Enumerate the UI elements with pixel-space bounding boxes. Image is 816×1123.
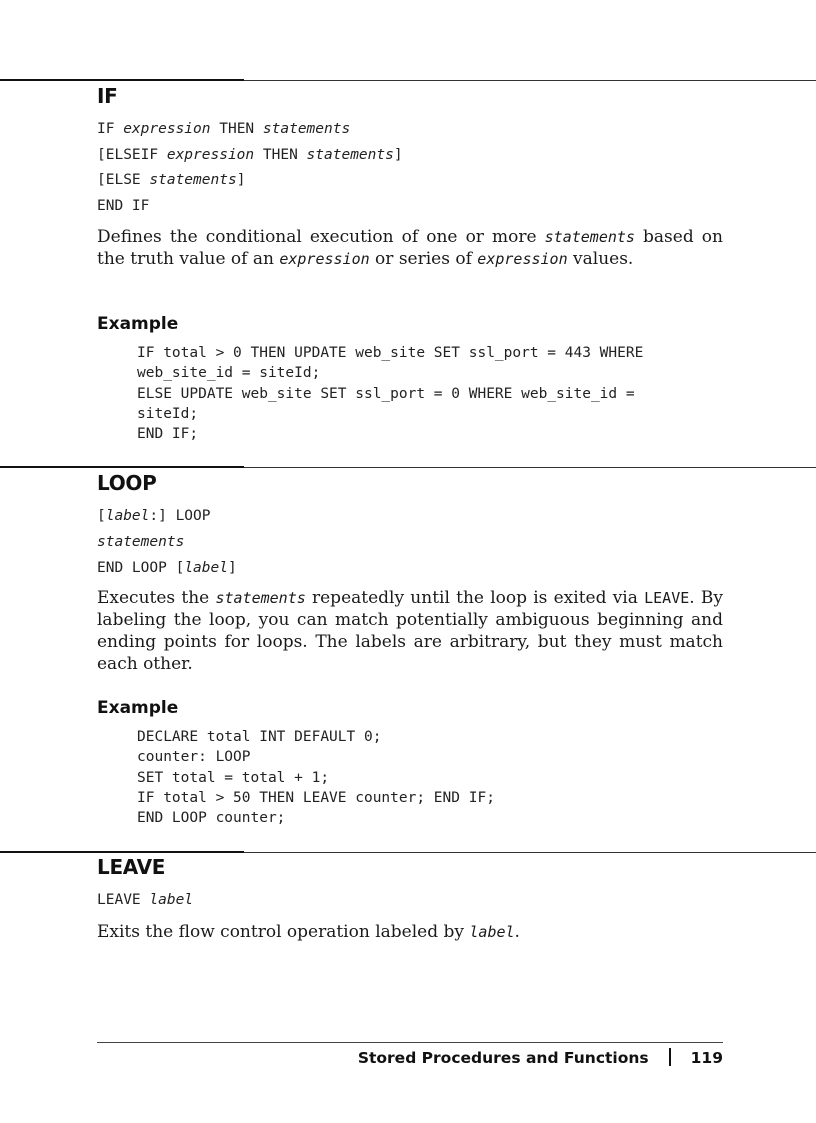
code-line: SET total = total + 1; <box>137 769 330 786</box>
if-syntax-line-1: IF expression THEN statements <box>97 121 351 137</box>
code-line: counter: LOOP <box>137 749 251 766</box>
loop-syntax-line-1: [label:] LOOP <box>97 508 211 524</box>
section-rule-accent <box>0 466 244 468</box>
code-line: DECLARE total INT DEFAULT 0; <box>137 729 382 745</box>
code-line: web_site_id = siteId; <box>137 365 321 382</box>
if-example-heading: Example <box>97 314 179 334</box>
section-title-if: IF <box>97 84 118 108</box>
code-line: IF total > 0 THEN UPDATE web_site SET ssl_port = 443 WHERE <box>137 345 644 361</box>
section-title-leave: LEAVE <box>97 855 166 879</box>
if-syntax-line-3: [ELSE statements] <box>97 172 246 188</box>
loop-syntax-line-2: statements <box>97 534 185 550</box>
page-number: 119 <box>690 1049 723 1067</box>
loop-syntax-line-3: END LOOP [label] <box>97 560 237 576</box>
code-line: ELSE UPDATE web_site SET ssl_port = 0 WHERE web_site_id = <box>137 385 635 402</box>
code-line: IF total > 50 THEN LEAVE counter; END IF; <box>137 789 495 806</box>
if-description: Defines the conditional execution of one or more statements based on the truth value of an expression or series of expression values. <box>97 227 723 269</box>
code-line: siteId; <box>137 405 199 422</box>
footer-rule <box>97 1042 723 1043</box>
section-title-loop: LOOP <box>97 471 157 495</box>
code-line: END IF; <box>137 426 199 443</box>
if-syntax-line-4: END IF <box>97 198 150 214</box>
code-line: END LOOP counter; <box>137 810 286 827</box>
section-rule-accent <box>0 851 244 853</box>
section-rule-accent <box>0 79 244 81</box>
footer-separator <box>669 1048 671 1066</box>
leave-description: Exits the flow control operation labeled by label. <box>97 922 520 942</box>
leave-syntax-line: LEAVE label <box>97 892 194 908</box>
loop-example-heading: Example <box>97 698 179 718</box>
loop-description: Executes the statements repeatedly until the loop is exited via LEAVE. By labeling the loop, you can match potentially ambiguous beginning and ending points for loops. The labels are arbitrary, but they must match each other. <box>97 588 723 674</box>
if-syntax-line-2: [ELSEIF expression THEN statements] <box>97 147 403 163</box>
footer-title: Stored Procedures and Functions <box>357 1049 649 1067</box>
page-footer <box>358 1048 723 1067</box>
if-example-code <box>137 343 643 444</box>
loop-example-code <box>137 727 495 828</box>
